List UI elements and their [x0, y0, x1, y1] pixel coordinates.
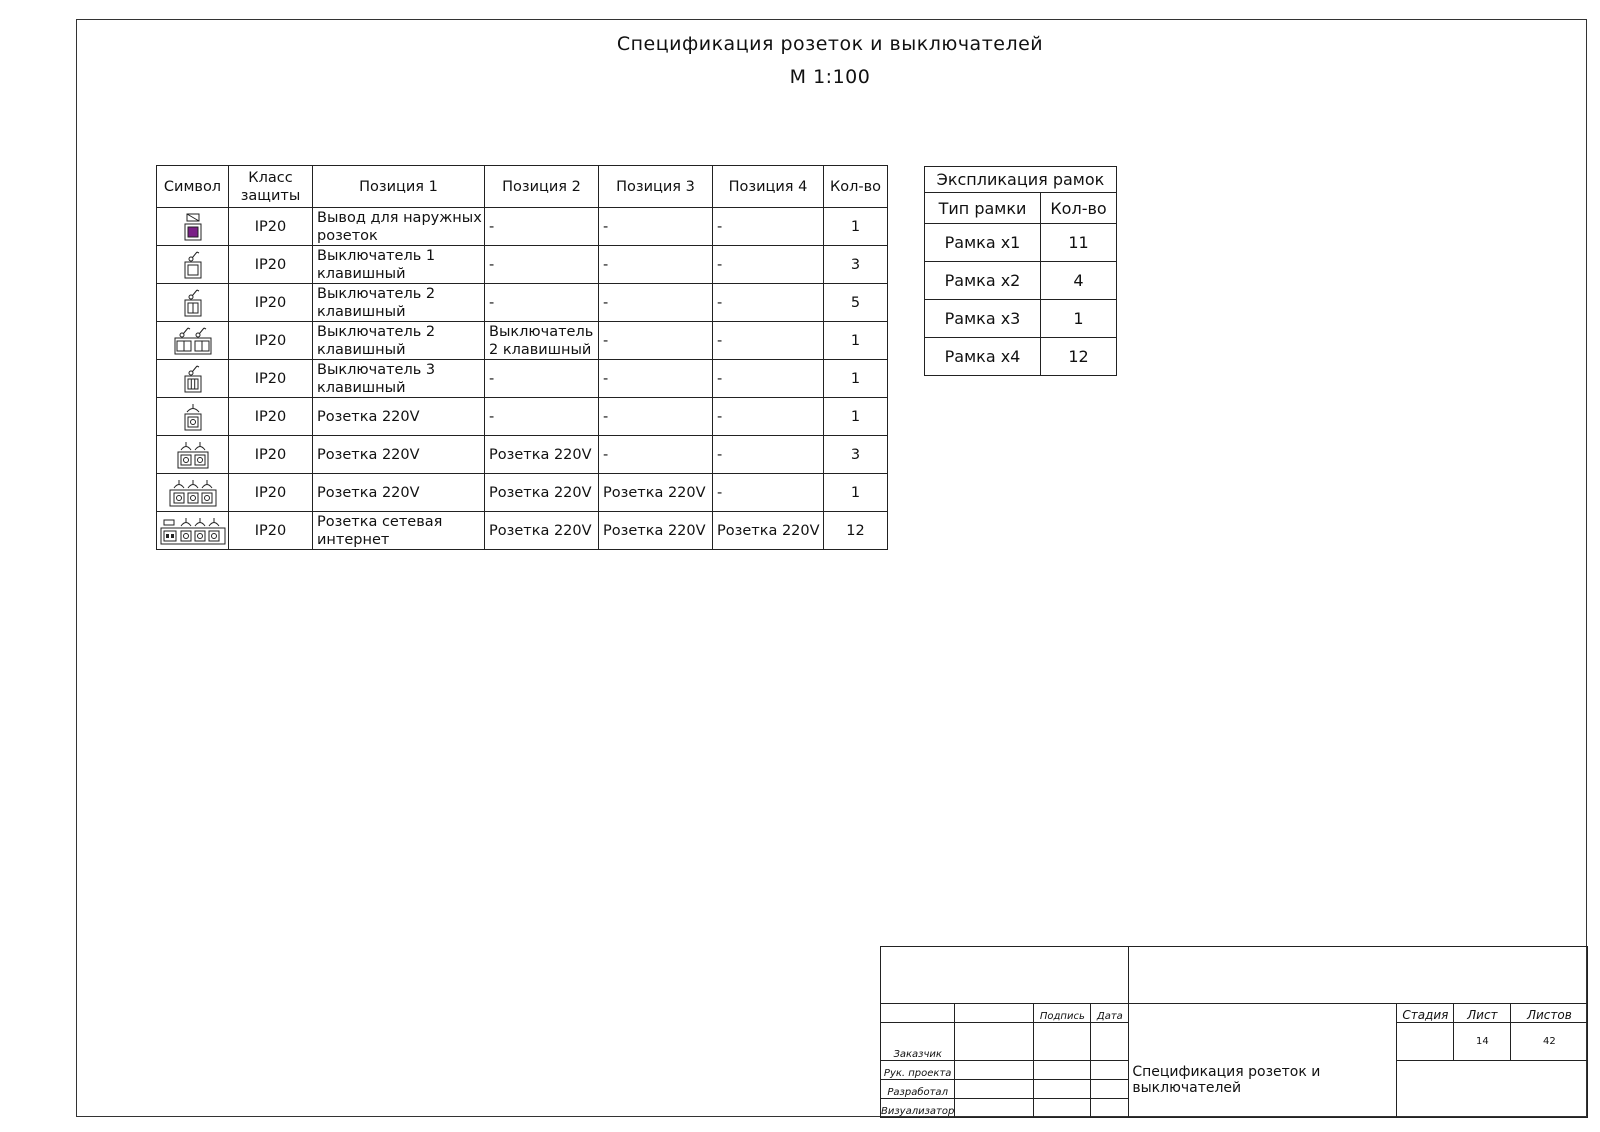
symbol-cell: [157, 322, 229, 360]
switch-1-key-symbol-icon: [181, 249, 205, 281]
table-row: [157, 284, 888, 322]
position-1-cell: Розетка 220V: [313, 398, 485, 436]
position-2-cell: Розетка 220V: [485, 512, 599, 550]
frames-explication-table: [924, 166, 1117, 376]
stamp-cell: [955, 1023, 1034, 1061]
stamp-cell: [1091, 1099, 1129, 1118]
table-row: [157, 512, 888, 550]
stamp-signature-label: Подпись: [1034, 1004, 1091, 1023]
stamp-doc-title: Спецификация розеток и выключателей: [1129, 1004, 1397, 1118]
position-2-cell: Розетка 220V: [485, 436, 599, 474]
stamp-sheet-label: Лист: [1454, 1004, 1511, 1023]
frame-quantity-cell: 1: [1041, 300, 1117, 338]
position-2-cell: -: [485, 360, 599, 398]
header-symbol: Символ: [157, 166, 229, 208]
header-protection-class: Класс защиты: [229, 166, 313, 208]
stamp-cell: [1034, 1080, 1091, 1099]
socket-network-triple-symbol-icon: [159, 515, 227, 547]
stamp-cell: [955, 1004, 1034, 1023]
symbol-cell: [157, 246, 229, 284]
position-1-cell: Выключатель 1 клавишный: [313, 246, 485, 284]
header-position-2: Позиция 2: [485, 166, 599, 208]
table-row: [925, 338, 1117, 376]
position-3-cell: -: [599, 284, 713, 322]
position-3-cell: -: [599, 208, 713, 246]
frames-table-caption: Экспликация рамок: [925, 167, 1117, 193]
frame-type-cell: Рамка х1: [925, 224, 1041, 262]
stamp-stage-value: [1397, 1023, 1454, 1061]
protection-class-cell: IP20: [229, 322, 313, 360]
quantity-cell: 12: [824, 512, 888, 550]
stamp-cell: [1034, 1061, 1091, 1080]
stamp-top-left-cell: [881, 947, 1129, 1004]
quantity-cell: 1: [824, 398, 888, 436]
position-1-cell: Выключатель 2 клавишный: [313, 284, 485, 322]
stamp-cell: [1091, 1023, 1129, 1061]
table-row: [157, 436, 888, 474]
table-row: [925, 300, 1117, 338]
specification-table: [156, 165, 888, 550]
symbol-cell: [157, 512, 229, 550]
table-row: [157, 246, 888, 284]
position-4-cell: -: [713, 398, 824, 436]
table-row: [157, 474, 888, 512]
page-title: Спецификация розеток и выключателей: [616, 33, 1044, 55]
position-3-cell: -: [599, 360, 713, 398]
position-2-cell: -: [485, 398, 599, 436]
stamp-top-right-cell: [1129, 947, 1588, 1004]
position-4-cell: -: [713, 322, 824, 360]
position-4-cell: -: [713, 360, 824, 398]
position-4-cell: -: [713, 284, 824, 322]
table-row: [157, 360, 888, 398]
stamp-sheet-number: 14: [1454, 1023, 1511, 1061]
position-1-cell: Выключатель 3 клавишный: [313, 360, 485, 398]
outdoor-outlet-symbol-icon: [181, 211, 205, 243]
table-row: [157, 208, 888, 246]
position-2-cell: -: [485, 208, 599, 246]
scale-label: М 1:100: [789, 66, 871, 88]
position-1-cell: Розетка 220V: [313, 474, 485, 512]
position-4-cell: Розетка 220V: [713, 512, 824, 550]
table-row: [925, 224, 1117, 262]
stamp-customer-label: Заказчик: [881, 1023, 955, 1061]
frame-type-cell: Рамка х4: [925, 338, 1041, 376]
protection-class-cell: IP20: [229, 474, 313, 512]
stamp-cell: [1091, 1061, 1129, 1080]
spec-header-row: [157, 166, 888, 208]
quantity-cell: 1: [824, 474, 888, 512]
table-row: [157, 398, 888, 436]
header-frame-quantity: Кол-во: [1041, 193, 1117, 224]
stamp-project-lead-label: Рук. проекта: [881, 1061, 955, 1080]
position-1-cell: Выключатель 2 клавишный: [313, 322, 485, 360]
position-4-cell: -: [713, 436, 824, 474]
protection-class-cell: IP20: [229, 284, 313, 322]
position-4-cell: -: [713, 208, 824, 246]
frame-type-cell: Рамка х2: [925, 262, 1041, 300]
stamp-cell: [955, 1061, 1034, 1080]
quantity-cell: 1: [824, 360, 888, 398]
protection-class-cell: IP20: [229, 512, 313, 550]
protection-class-cell: IP20: [229, 246, 313, 284]
stamp-cell: [1091, 1080, 1129, 1099]
table-row: [157, 322, 888, 360]
frame-quantity-cell: 12: [1041, 338, 1117, 376]
stamp-cell: [1034, 1099, 1091, 1118]
position-1-cell: Розетка сетевая интернет: [313, 512, 485, 550]
header-position-4: Позиция 4: [713, 166, 824, 208]
stamp-date-label: Дата: [1091, 1004, 1129, 1023]
position-3-cell: Розетка 220V: [599, 474, 713, 512]
position-2-cell: -: [485, 284, 599, 322]
position-2-cell: Выключатель 2 клавишный: [485, 322, 599, 360]
protection-class-cell: IP20: [229, 398, 313, 436]
quantity-cell: 5: [824, 284, 888, 322]
switch-3-key-symbol-icon: [181, 363, 205, 395]
position-3-cell: -: [599, 322, 713, 360]
header-position-3: Позиция 3: [599, 166, 713, 208]
symbol-cell: [157, 398, 229, 436]
double-switch-2-key-symbol-icon: [173, 325, 213, 357]
stamp-org-cell: [1397, 1061, 1588, 1118]
frame-quantity-cell: 11: [1041, 224, 1117, 262]
symbol-cell: [157, 284, 229, 322]
title-block: [880, 946, 1588, 1118]
stamp-cell: [955, 1099, 1034, 1118]
protection-class-cell: IP20: [229, 360, 313, 398]
socket-triple-symbol-icon: [166, 477, 220, 509]
switch-2-key-symbol-icon: [181, 287, 205, 319]
frame-quantity-cell: 4: [1041, 262, 1117, 300]
quantity-cell: 1: [824, 322, 888, 360]
socket-double-symbol-icon: [173, 439, 213, 471]
symbol-cell: [157, 208, 229, 246]
stamp-sheets-total: 42: [1511, 1023, 1588, 1061]
header-position-1: Позиция 1: [313, 166, 485, 208]
position-3-cell: Розетка 220V: [599, 512, 713, 550]
stamp-stage-label: Стадия: [1397, 1004, 1454, 1023]
symbol-cell: [157, 474, 229, 512]
quantity-cell: 3: [824, 436, 888, 474]
position-1-cell: Розетка 220V: [313, 436, 485, 474]
stamp-developer-label: Разработал: [881, 1080, 955, 1099]
stamp-cell: [955, 1080, 1034, 1099]
header-frame-type: Тип рамки: [925, 193, 1041, 224]
position-1-cell: Вывод для наружных розеток: [313, 208, 485, 246]
socket-single-symbol-icon: [181, 401, 205, 433]
symbol-cell: [157, 360, 229, 398]
frame-type-cell: Рамка х3: [925, 300, 1041, 338]
position-3-cell: -: [599, 246, 713, 284]
quantity-cell: 1: [824, 208, 888, 246]
quantity-cell: 3: [824, 246, 888, 284]
stamp-cell: [1034, 1023, 1091, 1061]
position-2-cell: Розетка 220V: [485, 474, 599, 512]
table-row: [925, 262, 1117, 300]
protection-class-cell: IP20: [229, 436, 313, 474]
position-3-cell: -: [599, 398, 713, 436]
protection-class-cell: IP20: [229, 208, 313, 246]
stamp-visualizer-label: Визуализатор: [881, 1099, 955, 1118]
position-2-cell: -: [485, 246, 599, 284]
position-4-cell: -: [713, 474, 824, 512]
header-quantity: Кол-во: [824, 166, 888, 208]
position-3-cell: -: [599, 436, 713, 474]
symbol-cell: [157, 436, 229, 474]
position-4-cell: -: [713, 246, 824, 284]
stamp-sheets-label: Листов: [1511, 1004, 1588, 1023]
stamp-cell: [881, 1004, 955, 1023]
